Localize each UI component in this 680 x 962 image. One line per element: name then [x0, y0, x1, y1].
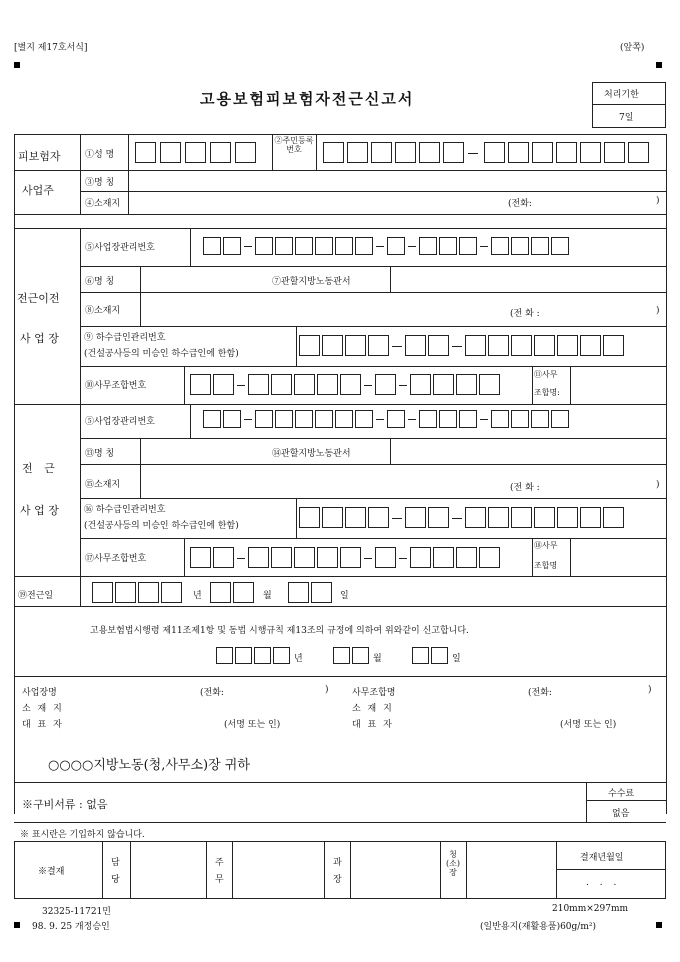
fee-value: 없음	[612, 809, 630, 819]
mgmt-no-box[interactable]	[439, 237, 457, 255]
resident-no-label[interactable]: ②주민등록번호	[274, 136, 314, 154]
resident-no-box[interactable]	[580, 142, 601, 163]
sub-no-box[interactable]	[557, 335, 578, 356]
sub-no-box[interactable]	[603, 335, 624, 356]
resident-no-box[interactable]	[347, 142, 368, 163]
separator-dash	[376, 419, 384, 420]
separator-dash	[244, 246, 252, 247]
sub-no-box[interactable]	[428, 507, 449, 528]
sig-right-address: 소 재 지	[352, 704, 394, 714]
separator-dash	[244, 419, 252, 420]
resident-no-box[interactable]	[604, 142, 625, 163]
resident-no-box[interactable]	[508, 142, 529, 163]
separator-dash	[376, 246, 384, 247]
mgmt-no-box[interactable]	[255, 410, 273, 428]
union-no-box[interactable]	[213, 374, 234, 395]
decl-day-box[interactable]	[412, 647, 429, 664]
resident-no-box[interactable]	[532, 142, 553, 163]
sub-no-box[interactable]	[345, 335, 366, 356]
sub-no-box[interactable]	[405, 335, 426, 356]
separator-dash	[237, 385, 245, 386]
fee-label: 수수료	[608, 789, 635, 799]
mgmt-no-box[interactable]	[335, 237, 353, 255]
mgmt-no-box[interactable]	[459, 410, 477, 428]
union-no-box[interactable]	[271, 547, 292, 568]
sub-no-box[interactable]	[322, 335, 343, 356]
mgmt-no-box[interactable]	[491, 237, 509, 255]
name-box[interactable]	[185, 142, 206, 163]
separator-dash	[452, 518, 462, 519]
separator-dash	[408, 419, 416, 420]
union-no-box[interactable]	[294, 374, 315, 395]
deadline-value: 7일	[619, 113, 634, 123]
sub-no-box[interactable]	[368, 507, 389, 528]
deadline-label: 처리기한	[604, 90, 639, 100]
union-no-box[interactable]	[271, 374, 292, 395]
sig-left-name: 사업장명	[22, 688, 57, 698]
after-office-label: ⑭관할지방노동관서	[272, 449, 351, 459]
union-no-box[interactable]	[340, 547, 361, 568]
separator-dash	[468, 153, 478, 154]
before-section-label: 전근이전	[17, 292, 60, 305]
mgmt-no-box[interactable]	[387, 410, 405, 428]
mgmt-no-box[interactable]	[223, 237, 241, 255]
employer-address-label: ④소재지	[85, 199, 121, 209]
sub-no-box[interactable]	[603, 507, 624, 528]
resident-no-box[interactable]	[628, 142, 649, 163]
mgmt-no-box[interactable]	[387, 237, 405, 255]
name-box[interactable]	[210, 142, 231, 163]
employer-name-label: ③명 칭	[85, 178, 115, 188]
insured-section-label: 피보험자	[18, 150, 61, 163]
transfer-day-box[interactable]	[311, 582, 332, 603]
mgmt-no-box[interactable]	[551, 237, 569, 255]
employer-phone-label: (전화:	[508, 199, 532, 209]
separator-dash	[452, 346, 462, 347]
sub-no-box[interactable]	[428, 335, 449, 356]
union-no-box[interactable]	[375, 374, 396, 395]
after-sub-no-note: (건설공사등의 미승인 하수급인에 한함)	[84, 521, 239, 531]
resident-no-box[interactable]	[556, 142, 577, 163]
resident-no-box[interactable]	[443, 142, 464, 163]
after-address-label: ⑮소재지	[85, 480, 121, 490]
corner-mark	[656, 62, 662, 68]
mgmt-no-box[interactable]	[203, 410, 221, 428]
mgmt-no-box[interactable]	[459, 237, 477, 255]
decl-year-box[interactable]	[273, 647, 290, 664]
separator-dash	[399, 558, 407, 559]
separator-dash	[480, 246, 488, 247]
approval-label: ※결재	[38, 867, 65, 877]
union-no-box[interactable]	[294, 547, 315, 568]
separator-dash	[480, 419, 488, 420]
sig-right-phone: (전화:	[528, 688, 552, 698]
mgmt-no-box[interactable]	[295, 410, 313, 428]
sub-no-box[interactable]	[488, 335, 509, 356]
union-no-box[interactable]	[410, 547, 431, 568]
mgmt-no-box[interactable]	[531, 410, 549, 428]
approval-note: ※ 표시란은 기입하지 않습니다.	[20, 830, 145, 840]
mgmt-no-box[interactable]	[315, 410, 333, 428]
union-no-box[interactable]	[317, 547, 338, 568]
union-no-box[interactable]	[433, 374, 454, 395]
after-mgmt-no-label: ⑤사업장관리번호	[85, 417, 155, 427]
separator-dash	[364, 558, 372, 559]
sig-left-address: 소 재 지	[22, 704, 64, 714]
declaration-text: 고용보험법시행령 제11조제1항 및 동법 시행규칙 제13조의 규정에 의하여 위와같이 신고합니다.	[90, 626, 469, 636]
sig-right-sign[interactable]: (서명 또는 인)	[560, 720, 617, 730]
footer-paper: (일반용지(재활용품)60g/m²)	[480, 922, 596, 932]
transfer-date-label: ⑲전근일	[18, 591, 54, 601]
union-no-box[interactable]	[410, 374, 431, 395]
after-phone-label: (전 화 :	[510, 483, 540, 493]
mgmt-no-box[interactable]	[419, 237, 437, 255]
sub-no-box[interactable]	[580, 507, 601, 528]
separator-dash	[399, 385, 407, 386]
transfer-year-box[interactable]	[92, 582, 113, 603]
resident-no-box[interactable]	[419, 142, 440, 163]
before-address-label: ⑧소재지	[85, 306, 121, 316]
decl-month-box[interactable]	[333, 647, 350, 664]
decl-day-box[interactable]	[431, 647, 448, 664]
approval-date-label: 결재년월일	[580, 853, 624, 863]
after-union-name-label: ⑱사무	[534, 541, 558, 550]
approval-grid	[14, 841, 666, 899]
name-box[interactable]	[135, 142, 156, 163]
separator-dash	[408, 246, 416, 247]
mgmt-no-box[interactable]	[223, 410, 241, 428]
union-no-box[interactable]	[375, 547, 396, 568]
sub-no-box[interactable]	[368, 335, 389, 356]
sub-no-box[interactable]	[322, 507, 343, 528]
union-no-box[interactable]	[190, 547, 211, 568]
mgmt-no-box[interactable]	[203, 237, 221, 255]
form-title: 고용보험피보험자전근신고서	[200, 90, 415, 108]
sub-no-box[interactable]	[299, 335, 320, 356]
after-section-label: 전 근	[22, 462, 59, 475]
resident-no-box[interactable]	[371, 142, 392, 163]
corner-mark	[14, 62, 20, 68]
before-mgmt-no-label: ⑤사업장관리번호	[85, 243, 155, 253]
form-number: [별지 제17호서식]	[14, 43, 88, 53]
page-side-label: (앞쪽)	[620, 43, 645, 53]
mgmt-no-box[interactable]	[419, 410, 437, 428]
footer-code: 32325-11721민	[42, 907, 111, 917]
separator-dash	[392, 518, 402, 519]
decl-year-box[interactable]	[216, 647, 233, 664]
decl-year-box[interactable]	[254, 647, 271, 664]
mgmt-no-box[interactable]	[335, 410, 353, 428]
before-union-name-label: ⑪사무	[534, 370, 558, 379]
after-name-label: ⑬명 칭	[85, 449, 115, 459]
mgmt-no-box[interactable]	[491, 410, 509, 428]
approval-date-value: . . .	[586, 878, 621, 888]
mgmt-no-box[interactable]	[355, 237, 373, 255]
union-no-box[interactable]	[213, 547, 234, 568]
before-phone-label: (전 화 :	[510, 309, 540, 319]
sub-no-box[interactable]	[534, 335, 555, 356]
mgmt-no-box[interactable]	[511, 237, 529, 255]
documents-label: ※구비서류 : 없음	[22, 798, 108, 811]
sub-no-box[interactable]	[488, 507, 509, 528]
separator-dash	[392, 346, 402, 347]
mgmt-no-box[interactable]	[551, 410, 569, 428]
sig-right-rep: 대 표 자	[352, 720, 394, 730]
union-no-box[interactable]	[433, 547, 454, 568]
mgmt-no-box[interactable]	[355, 410, 373, 428]
mgmt-no-box[interactable]	[295, 237, 313, 255]
employer-section-label: 사업주	[22, 184, 54, 197]
transfer-month-box[interactable]	[233, 582, 254, 603]
before-sub-no-label: ⑨ 하수급인관리번호	[84, 333, 166, 343]
union-no-box[interactable]	[190, 374, 211, 395]
transfer-month-box[interactable]	[210, 582, 231, 603]
after-sub-no-label: ⑯ 하수급인관리번호	[84, 505, 166, 515]
sig-right-name: 사무조합명	[352, 688, 396, 698]
union-no-box[interactable]	[456, 374, 477, 395]
corner-mark	[14, 922, 20, 928]
after-union-no-label: ⑰사무조합번호	[85, 554, 147, 564]
union-no-box[interactable]	[248, 547, 269, 568]
corner-mark	[656, 922, 662, 928]
before-sub-no-note: (건설공사등의 미승인 하수급인에 한함)	[84, 349, 239, 359]
sig-left-sign[interactable]: (서명 또는 인)	[224, 720, 281, 730]
sub-no-box[interactable]	[557, 507, 578, 528]
transfer-year-box[interactable]	[115, 582, 136, 603]
mgmt-no-box[interactable]	[255, 237, 273, 255]
sub-no-box[interactable]	[405, 507, 426, 528]
before-name-label: ⑥명 칭	[85, 277, 115, 287]
sig-left-phone: (전화:	[200, 688, 224, 698]
sub-no-box[interactable]	[345, 507, 366, 528]
union-no-box[interactable]	[456, 547, 477, 568]
union-no-box[interactable]	[317, 374, 338, 395]
resident-no-box[interactable]	[484, 142, 505, 163]
mgmt-no-box[interactable]	[315, 237, 333, 255]
mgmt-no-box[interactable]	[531, 237, 549, 255]
name-box[interactable]	[235, 142, 256, 163]
mgmt-no-box[interactable]	[275, 410, 293, 428]
union-no-box[interactable]	[340, 374, 361, 395]
union-no-box[interactable]	[479, 374, 500, 395]
resident-no-box[interactable]	[395, 142, 416, 163]
sub-no-box[interactable]	[511, 507, 532, 528]
footer-approval: 98. 9. 25 개정승인	[32, 922, 110, 932]
sub-no-box[interactable]	[534, 507, 555, 528]
sig-left-rep: 대 표 자	[22, 720, 64, 730]
transfer-year-box[interactable]	[161, 582, 182, 603]
sub-no-box[interactable]	[465, 507, 486, 528]
addressee: ○○○○지방노동(청,사무소)장 귀하	[48, 758, 250, 773]
decl-year-box[interactable]	[235, 647, 252, 664]
transfer-year-box[interactable]	[138, 582, 159, 603]
separator-dash	[237, 558, 245, 559]
mgmt-no-box[interactable]	[511, 410, 529, 428]
transfer-day-box[interactable]	[288, 582, 309, 603]
decl-month-box[interactable]	[352, 647, 369, 664]
mgmt-no-box[interactable]	[275, 237, 293, 255]
separator-dash	[364, 385, 372, 386]
union-no-box[interactable]	[248, 374, 269, 395]
insured-name-label: ①성 명	[85, 150, 115, 160]
sub-no-box[interactable]	[580, 335, 601, 356]
mgmt-no-box[interactable]	[439, 410, 457, 428]
resident-no-box[interactable]	[323, 142, 344, 163]
sub-no-box[interactable]	[299, 507, 320, 528]
name-box[interactable]	[160, 142, 181, 163]
footer-size: 210mm×297mm	[552, 904, 629, 914]
union-no-box[interactable]	[479, 547, 500, 568]
sub-no-box[interactable]	[511, 335, 532, 356]
sub-no-box[interactable]	[465, 335, 486, 356]
before-office-label: ⑦관할지방노동관서	[272, 277, 351, 287]
before-union-no-label: ⑩사무조합번호	[85, 381, 147, 391]
